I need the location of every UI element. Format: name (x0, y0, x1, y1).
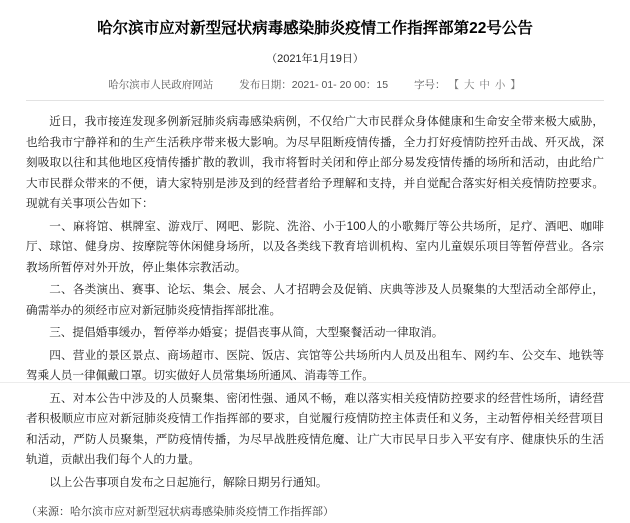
article-paragraph: 五、对本公告中涉及的人员聚集、密闭性强、通风不畅，难以落实相关疫情防控要求的经营性场所，请经营者积极顺应市应对新冠肺炎疫情工作指挥部的要求，自觉履行疫情防控主体责任和义务，主动暂停相关经营项目和活动，严防人员聚集，严防疫情传播，为尽早战胜疫情危魔、让广大市民早日步入平安有序、健康快乐的生活轨道，贡献出我们每个人的力量。 (26, 391, 604, 467)
article-meta-bar (26, 77, 604, 101)
publish-date-label: 发布日期： (239, 79, 292, 92)
font-size-large-button[interactable]: 大 (463, 79, 475, 92)
font-size-bracket-left: 【 (448, 79, 460, 92)
article-paragraph: 二、各类演出、赛事、论坛、集会、展会、人才招聘会及促销、庆典等涉及人员聚集的大型活动全部停止，确需举办的须经市应对新冠肺炎疫情指挥部批准。 (26, 283, 604, 317)
font-size-control[interactable] (414, 77, 522, 92)
article-source: 哈尔滨市人民政府网站 (108, 79, 214, 92)
article-paragraph: 四、营业的景区景点、商场超市、医院、饭店、宾馆等公共场所内人员及出租车、网约车、公交车、地铁等驾乘人员一律佩戴口罩。切实做好人员常集场所通风、消毒等工作。 (26, 348, 604, 383)
article-footer-source: （来源：哈尔滨市应对新型冠状病毒感染肺炎疫情工作指挥部） (26, 506, 334, 519)
article-subtitle: （2021年1月19日） (266, 53, 364, 66)
article-paragraph: 一、麻将馆、棋牌室、游戏厅、网吧、影院、洗浴、小于100人的小歌舞厅等公共场所，足疗、酒吧、咖啡厅、球馆、健身房、按摩院等休闲健身场所，以及各类线下教育培训机构、室内儿童娱乐项目等暂停营业。各宗教场所暂停对外开放，停止集体宗教活动。 (26, 219, 604, 274)
page-title: 哈尔滨市应对新型冠状病毒感染肺炎疫情工作指挥部第22号公告 (97, 20, 533, 37)
font-size-small-button[interactable]: 小 (494, 79, 506, 92)
article-body (26, 112, 604, 523)
article-paragraph: 以上公告事项自发布之日起施行，解除日期另行通知。 (49, 475, 328, 489)
font-size-options[interactable] (448, 77, 522, 92)
article-paragraph: 近日，我市接连发现多例新冠肺炎病毒感染病例，不仅给广大市民群众身体健康和生命安全带来极大威胁，也给我市宁静祥和的生产生活秩序带来极大影响。为尽早阻断疫情传播，全力打好疫情防控歼击战、歼灭战，深刻吸取以往和其他地区疫情传播扩散的教训，我市将暂时关闭和停止部分易发疫情传播的场所和活动，由此给广大市民群众带来的不便，请大家特别是涉及到的经营者给予理解和支持，并自觉配合落实好相关疫情防控要求。现就有关事项公告如下： (26, 115, 604, 211)
article-paragraph: 三、提倡婚事缓办，暂停举办婚宴；提倡丧事从简，大型聚餐活动一律取消。 (49, 326, 444, 340)
font-size-bracket-right: 】 (510, 79, 521, 92)
bottom-divider (0, 382, 630, 383)
article-publish-date (239, 77, 388, 92)
publish-date-value: 2021- 01- 20 00：15 (291, 79, 389, 92)
font-size-medium-button[interactable]: 中 (479, 79, 490, 92)
font-size-label: 字号： (414, 79, 446, 92)
